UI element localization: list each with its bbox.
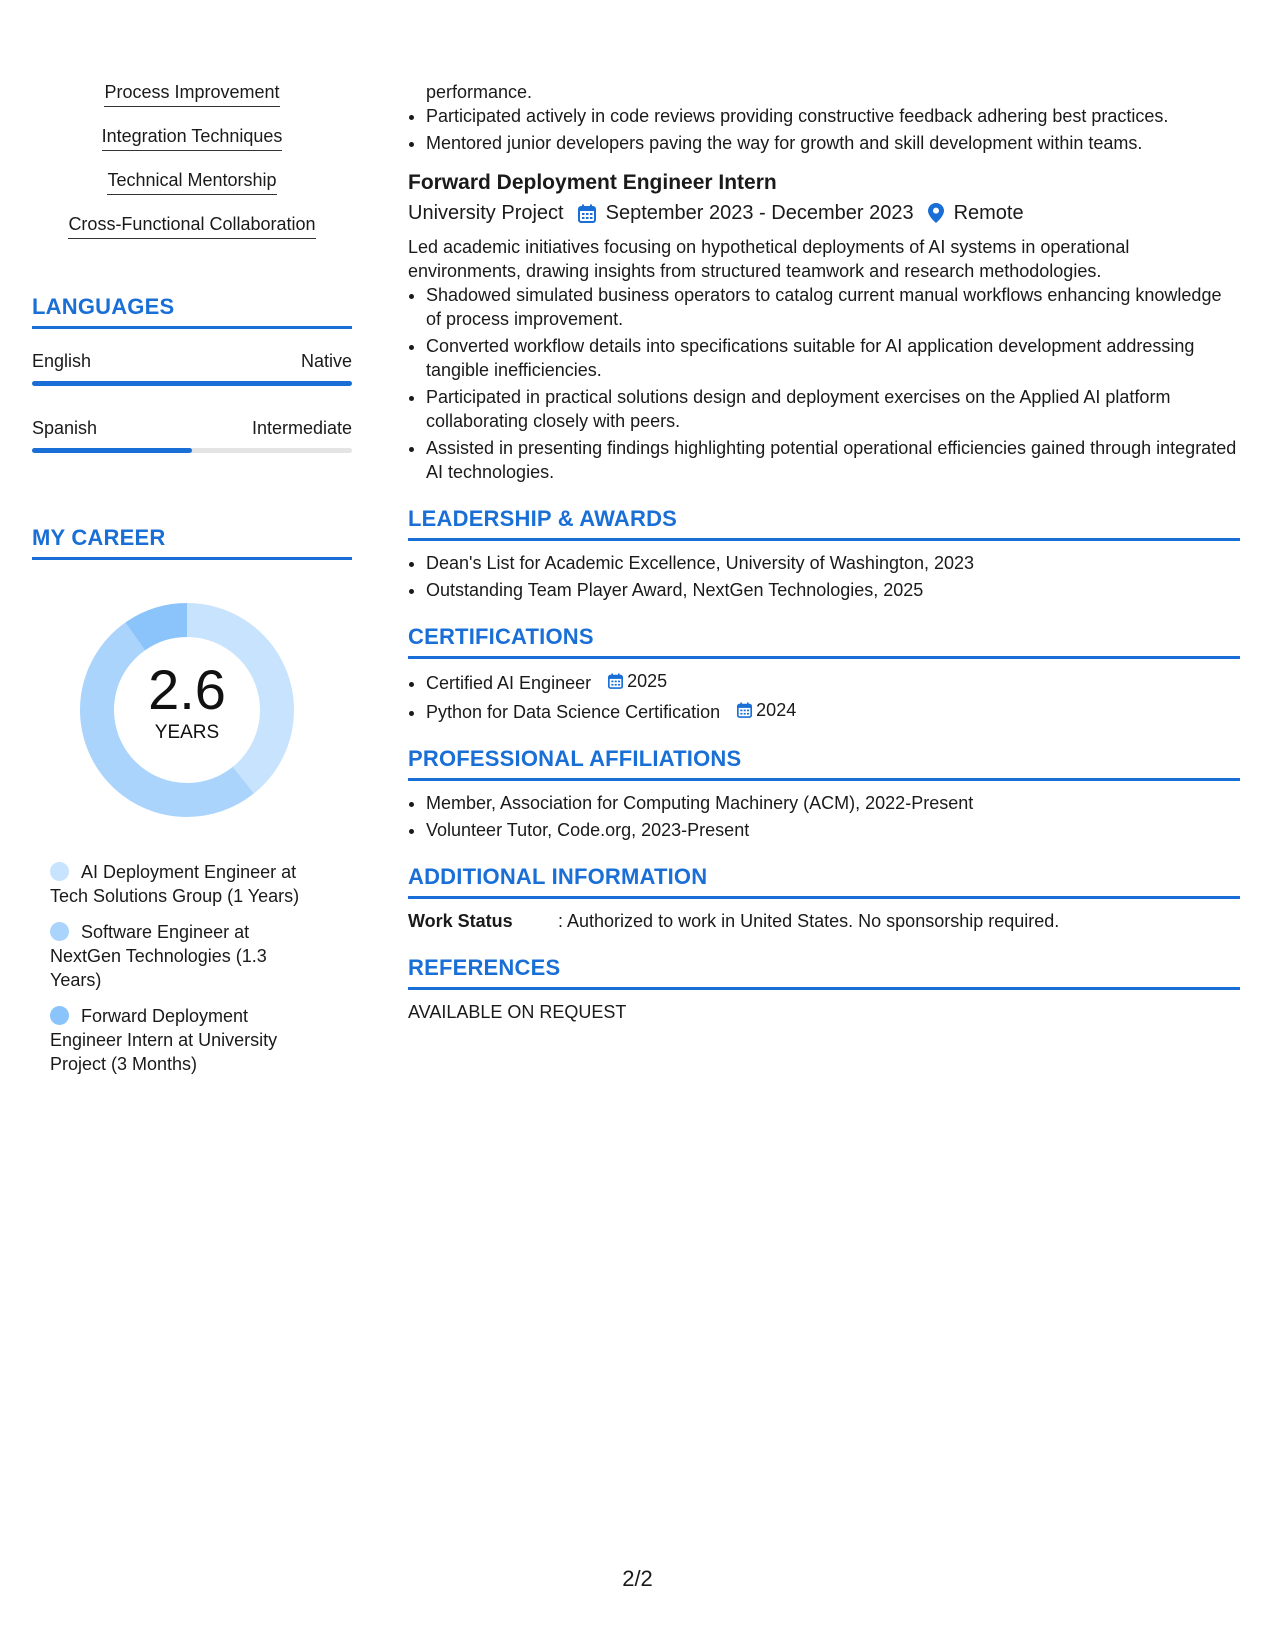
career-legend-item — [50, 920, 310, 992]
skill-item: Integration Techniques — [102, 124, 283, 151]
affiliation-item: • Volunteer Tutor, Code.org, 2023-Present — [426, 818, 1240, 842]
references-section — [408, 955, 1240, 1024]
language-item — [32, 416, 352, 453]
skill-item: Cross-Functional Collaboration — [68, 212, 315, 239]
job-meta — [408, 199, 1240, 227]
career-legend-label: Software Engineer at NextGen Technologies (1.3 Years) — [50, 922, 267, 990]
career-total-unit: YEARS — [154, 722, 220, 743]
language-name: English — [32, 351, 92, 371]
language-level-fill — [32, 448, 192, 453]
affiliations-section — [408, 746, 1240, 842]
career-heading: MY CAREER — [32, 525, 352, 560]
work-status-row — [408, 909, 1240, 933]
language-item — [32, 349, 352, 386]
certification-year: 2024 — [756, 700, 797, 720]
job-dates: September 2023 - December 2023 — [605, 202, 914, 224]
career-legend-label: Forward Deployment Engineer Intern at University Project (3 Months) — [50, 1006, 278, 1074]
affiliation-item: • Member, Association for Computing Machinery (ACM), 2022-Present — [426, 791, 1240, 815]
affiliations-heading: PROFESSIONAL AFFILIATIONS — [408, 746, 1240, 781]
work-status-label: Work Status — [408, 911, 513, 931]
job-company: University Project — [408, 202, 564, 224]
job-bullets — [408, 283, 1240, 484]
references-text: AVAILABLE ON REQUEST — [408, 1002, 627, 1022]
calendar-icon — [737, 702, 752, 718]
job-title: Forward Deployment Engineer Intern — [408, 171, 777, 194]
skills-list — [32, 80, 352, 256]
bullet-item: • Participated actively in code reviews providing constructive feedback adhering best practices. — [426, 104, 1240, 128]
certification-name: Certified AI Engineer — [426, 673, 592, 693]
language-level: Native — [300, 351, 352, 371]
career-legend — [50, 860, 310, 1076]
experience-continued-text: performance. — [426, 82, 533, 102]
additional-info-heading: ADDITIONAL INFORMATION — [408, 864, 1240, 899]
languages-section — [32, 294, 352, 453]
bullet-item: • Mentored junior developers paving the way for growth and skill development within teams. — [426, 131, 1240, 155]
skill-item: Process Improvement — [104, 80, 279, 107]
career-legend-item — [50, 860, 310, 908]
certification-year: 2025 — [627, 671, 668, 691]
career-section — [32, 525, 352, 1076]
left-column — [32, 80, 352, 1088]
certification-item — [426, 669, 1240, 695]
bullet-item: • Shadowed simulated business operators to catalog current manual workflows enhancing knowledge of process improvement. — [426, 283, 1240, 331]
language-level-bar — [32, 448, 352, 453]
career-legend-label: AI Deployment Engineer at Tech Solutions Group (1 Years) — [50, 862, 300, 906]
career-legend-item — [50, 1004, 310, 1076]
bullet-item: • Participated in practical solutions design and deployment exercises on the Applied AI platform collaborating closely with peers. — [426, 385, 1240, 433]
job-location: Remote — [953, 202, 1024, 224]
skill-item: Technical Mentorship — [107, 168, 276, 195]
page-number: 2/2 — [622, 1566, 653, 1591]
references-heading: REFERENCES — [408, 955, 1240, 990]
legend-dot-icon — [50, 862, 69, 881]
right-column — [408, 80, 1240, 1024]
career-donut-chart — [67, 590, 307, 830]
previous-job-bullets — [408, 104, 1240, 155]
language-level-bar — [32, 381, 352, 386]
language-level: Intermediate — [251, 418, 352, 438]
certification-name: Python for Data Science Certification — [426, 702, 721, 722]
legend-dot-icon — [50, 922, 69, 941]
work-status-value: : Authorized to work in United States. No sponsorship required. — [558, 911, 1060, 931]
bullet-item: • Converted workflow details into specifications suitable for AI application development addressing tangible inefficiencies. — [426, 334, 1240, 382]
certifications-heading: CERTIFICATIONS — [408, 624, 1240, 659]
legend-dot-icon — [50, 1006, 69, 1025]
job-entry — [408, 169, 1240, 484]
certification-item — [426, 698, 1240, 724]
additional-info-section — [408, 864, 1240, 933]
language-name: Spanish — [32, 418, 98, 438]
award-item: • Outstanding Team Player Award, NextGen Technologies, 2025 — [426, 578, 1240, 602]
leadership-heading: LEADERSHIP & AWARDS — [408, 506, 1240, 541]
leadership-section — [408, 506, 1240, 602]
award-item: • Dean's List for Academic Excellence, University of Washington, 2023 — [426, 551, 1240, 575]
calendar-icon — [578, 204, 596, 223]
bullet-item: • Assisted in presenting findings highlighting potential operational efficiencies gained through integrated AI technologies. — [426, 436, 1240, 484]
calendar-icon — [608, 673, 623, 689]
languages-heading: LANGUAGES — [32, 294, 352, 329]
job-description: Led academic initiatives focusing on hypothetical deployments of AI systems in operational environments, drawing insights from structured teamwork and research methodologies. — [408, 237, 1130, 281]
career-total-years: 2.6 — [148, 658, 226, 721]
certifications-section — [408, 624, 1240, 724]
location-pin-icon — [928, 203, 944, 223]
language-level-fill — [32, 381, 352, 386]
